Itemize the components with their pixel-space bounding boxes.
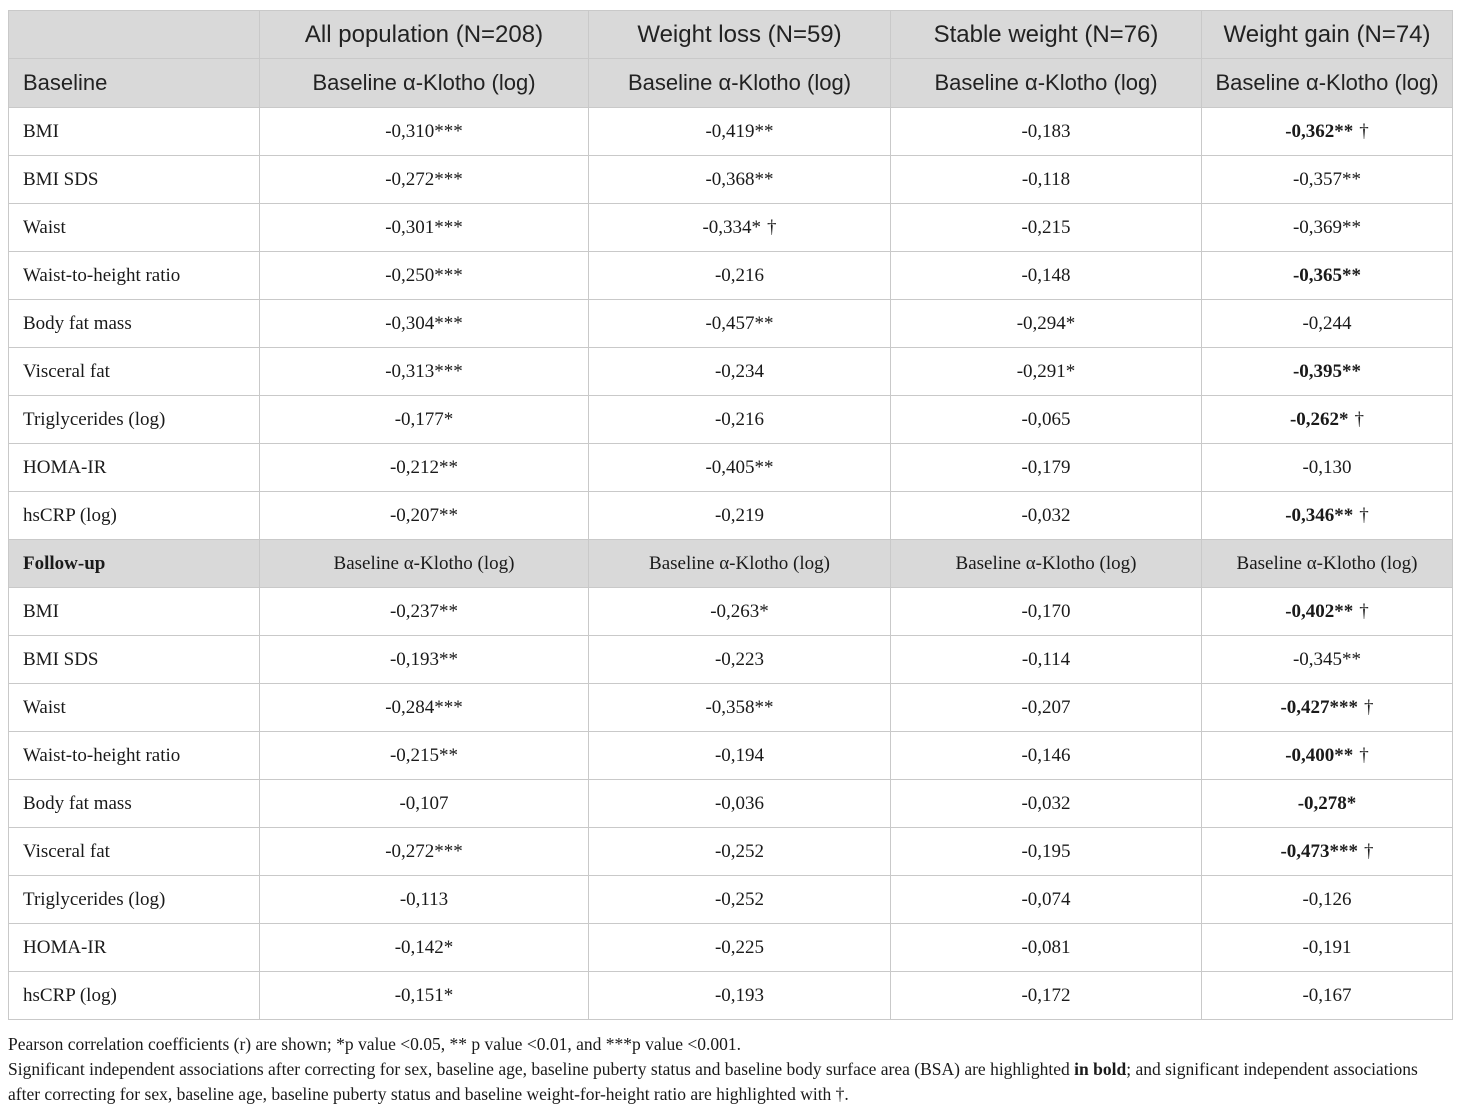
table-cell xyxy=(260,252,589,300)
table-cell xyxy=(1202,684,1453,732)
table-cell xyxy=(1202,108,1453,156)
table-cell xyxy=(1202,396,1453,444)
table-cell xyxy=(589,876,891,924)
cell-value: -0,074 xyxy=(1021,888,1071,910)
table-cell xyxy=(891,252,1202,300)
table-cell xyxy=(589,972,891,1020)
table-cell xyxy=(891,396,1202,444)
table-cell xyxy=(1202,588,1453,636)
table-row xyxy=(9,396,1453,444)
table-cell xyxy=(589,396,891,444)
table-cell xyxy=(1202,636,1453,684)
row-label: hsCRP (log) xyxy=(9,972,260,1020)
table-cell xyxy=(1202,444,1453,492)
dagger-mark: † xyxy=(1359,744,1369,766)
header-blank-cell xyxy=(9,11,260,59)
cell-value: -0,234 xyxy=(714,360,765,382)
table-cell xyxy=(589,780,891,828)
table-row xyxy=(9,972,1453,1020)
cell-value: -0,402** xyxy=(1285,600,1354,622)
table-cell xyxy=(589,828,891,876)
table-cell xyxy=(891,108,1202,156)
table-cell xyxy=(260,204,589,252)
cell-value: -0,142* xyxy=(394,936,454,958)
table-cell xyxy=(260,780,589,828)
row-label: BMI xyxy=(9,108,260,156)
table-row xyxy=(9,924,1453,972)
cell-value: -0,172 xyxy=(1021,984,1071,1006)
row-label: Body fat mass xyxy=(9,300,260,348)
table-cell xyxy=(891,204,1202,252)
row-label: Triglycerides (log) xyxy=(9,876,260,924)
table-cell xyxy=(891,924,1202,972)
table-cell xyxy=(891,444,1202,492)
cell-value: -0,473*** xyxy=(1280,840,1359,862)
footnote-pearson: Pearson correlation coefficients (r) are shown; *p value <0.05, ** p value <0.01, and ***p value <0.001. xyxy=(8,1034,741,1054)
table-cell xyxy=(891,492,1202,540)
cell-value: -0,427*** xyxy=(1280,696,1359,718)
table-row xyxy=(9,108,1453,156)
cell-value: -0,065 xyxy=(1021,408,1071,430)
section-header-row xyxy=(9,59,1453,108)
cell-value: -0,457** xyxy=(705,312,774,334)
header-stable-weight: Stable weight (N=76) xyxy=(891,11,1202,59)
table-row xyxy=(9,828,1453,876)
cell-value: -0,346** xyxy=(1285,504,1354,526)
cell-value: -0,215** xyxy=(389,744,459,766)
cell-value: -0,358** xyxy=(705,696,774,718)
table-cell xyxy=(891,636,1202,684)
cell-value: -0,216 xyxy=(714,264,765,286)
table-cell xyxy=(260,444,589,492)
table-cell xyxy=(1202,156,1453,204)
table-row xyxy=(9,636,1453,684)
table-cell xyxy=(589,108,891,156)
table-cell xyxy=(891,876,1202,924)
table-cell xyxy=(1202,732,1453,780)
cell-value: -0,193** xyxy=(389,648,459,670)
cell-value: -0,207 xyxy=(1021,696,1071,718)
cell-value: -0,405** xyxy=(705,456,774,478)
table-row xyxy=(9,444,1453,492)
row-label: Triglycerides (log) xyxy=(9,396,260,444)
table-cell xyxy=(891,972,1202,1020)
row-label: Waist xyxy=(9,204,260,252)
dagger-mark: † xyxy=(1359,600,1369,622)
cell-value: -0,345** xyxy=(1292,648,1362,670)
cell-value: -0,212** xyxy=(389,456,459,478)
table-cell xyxy=(891,732,1202,780)
table-cell xyxy=(589,492,891,540)
cell-value: -0,215 xyxy=(1021,216,1071,238)
header-weight-loss: Weight loss (N=59) xyxy=(589,11,891,59)
cell-value: -0,032 xyxy=(1021,504,1071,526)
row-label: hsCRP (log) xyxy=(9,492,260,540)
cell-value: -0,183 xyxy=(1021,120,1071,142)
table-cell xyxy=(260,300,589,348)
cell-value: -0,195 xyxy=(1021,840,1071,862)
table-cell xyxy=(260,156,589,204)
table-cell xyxy=(891,684,1202,732)
cell-value: -0,262* xyxy=(1289,408,1349,430)
cell-value: -0,219 xyxy=(714,504,765,526)
row-label: BMI SDS xyxy=(9,156,260,204)
cell-value: -0,310*** xyxy=(385,120,463,142)
section-subheader: Baseline α-Klotho (log) xyxy=(1202,540,1453,588)
cell-value: -0,357** xyxy=(1292,168,1362,190)
table-row xyxy=(9,684,1453,732)
cell-value: -0,395** xyxy=(1292,360,1362,382)
dagger-mark: † xyxy=(767,216,777,238)
section-header-row xyxy=(9,540,1453,588)
row-label: HOMA-IR xyxy=(9,924,260,972)
column-header-row xyxy=(9,11,1453,59)
section-subheader: Baseline α-Klotho (log) xyxy=(260,59,589,108)
cell-value: -0,263* xyxy=(710,600,769,622)
header-weight-gain: Weight gain (N=74) xyxy=(1202,11,1453,59)
section-subheader: Baseline α-Klotho (log) xyxy=(589,59,891,108)
table-cell xyxy=(1202,924,1453,972)
table-cell xyxy=(260,348,589,396)
cell-value: -0,191 xyxy=(1302,936,1352,958)
row-label: Waist-to-height ratio xyxy=(9,252,260,300)
row-label: BMI xyxy=(9,588,260,636)
cell-value: -0,194 xyxy=(714,744,765,766)
cell-value: -0,419** xyxy=(705,120,774,142)
row-label: Visceral fat xyxy=(9,348,260,396)
cell-value: -0,130 xyxy=(1302,456,1352,478)
table-container xyxy=(8,10,1452,1020)
cell-value: -0,170 xyxy=(1021,600,1071,622)
table-row xyxy=(9,156,1453,204)
section-label: Follow-up xyxy=(9,540,260,588)
dagger-mark: † xyxy=(1359,120,1369,142)
cell-value: -0,225 xyxy=(714,936,765,958)
cell-value: -0,272*** xyxy=(385,840,463,862)
table-row xyxy=(9,300,1453,348)
table-row xyxy=(9,492,1453,540)
table-cell xyxy=(260,588,589,636)
cell-value: -0,126 xyxy=(1302,888,1352,910)
cell-value: -0,032 xyxy=(1021,792,1071,814)
table-cell xyxy=(1202,300,1453,348)
table-row xyxy=(9,876,1453,924)
table-cell xyxy=(260,732,589,780)
dagger-mark: † xyxy=(1364,840,1374,862)
table-cell xyxy=(260,876,589,924)
cell-value: -0,313*** xyxy=(385,360,463,382)
section-subheader: Baseline α-Klotho (log) xyxy=(1202,59,1453,108)
dagger-mark: † xyxy=(1364,696,1374,718)
table-cell xyxy=(1202,780,1453,828)
cell-value: -0,362** xyxy=(1285,120,1354,142)
table-cell xyxy=(589,204,891,252)
table-cell xyxy=(260,636,589,684)
table-cell xyxy=(589,444,891,492)
table-cell xyxy=(1202,348,1453,396)
cell-value: -0,252 xyxy=(714,888,765,910)
footnote-bold-text: in bold xyxy=(1074,1059,1127,1079)
cell-value: -0,216 xyxy=(714,408,765,430)
footnote-significance xyxy=(8,1057,1452,1107)
cell-value: -0,107 xyxy=(399,792,449,814)
table-cell xyxy=(1202,972,1453,1020)
table-body xyxy=(9,59,1453,1020)
dagger-mark: † xyxy=(1359,504,1369,526)
cell-value: -0,113 xyxy=(399,888,449,910)
table-cell xyxy=(1202,876,1453,924)
table-cell xyxy=(1202,492,1453,540)
table-cell xyxy=(260,684,589,732)
section-subheader: Baseline α-Klotho (log) xyxy=(891,59,1202,108)
row-label: Visceral fat xyxy=(9,828,260,876)
cell-value: -0,304*** xyxy=(385,312,463,334)
table-cell xyxy=(260,972,589,1020)
table-cell xyxy=(589,300,891,348)
cell-value: -0,365** xyxy=(1292,264,1362,286)
table-cell xyxy=(589,684,891,732)
cell-value: -0,301*** xyxy=(385,216,463,238)
table-cell xyxy=(1202,252,1453,300)
cell-value: -0,369** xyxy=(1292,216,1362,238)
cell-value: -0,250*** xyxy=(385,264,463,286)
dagger-mark: † xyxy=(1354,408,1365,430)
cell-value: -0,400** xyxy=(1285,744,1354,766)
row-label: HOMA-IR xyxy=(9,444,260,492)
table-cell xyxy=(589,156,891,204)
table-row xyxy=(9,252,1453,300)
section-label: Baseline xyxy=(9,59,260,108)
cell-value: -0,167 xyxy=(1302,984,1352,1006)
table-cell xyxy=(260,492,589,540)
cell-value: -0,244 xyxy=(1302,312,1352,334)
cell-value: -0,036 xyxy=(714,792,765,814)
table-cell xyxy=(589,588,891,636)
correlation-table xyxy=(8,10,1453,1020)
section-subheader: Baseline α-Klotho (log) xyxy=(589,540,891,588)
footnote-text-part1: Significant independent associations after correcting for sex, baseline age, baseline puberty status and baseline body surface area (BSA) are highlighted xyxy=(8,1059,1075,1079)
cell-value: -0,237** xyxy=(389,600,459,622)
table-cell xyxy=(260,396,589,444)
row-label: Body fat mass xyxy=(9,780,260,828)
table-cell xyxy=(891,156,1202,204)
cell-value: -0,114 xyxy=(1021,648,1071,670)
cell-value: -0,118 xyxy=(1021,168,1071,190)
cell-value: -0,278* xyxy=(1297,792,1357,814)
table-cell xyxy=(260,828,589,876)
cell-value: -0,146 xyxy=(1021,744,1071,766)
cell-value: -0,177* xyxy=(394,408,454,430)
header-all-population: All population (N=208) xyxy=(260,11,589,59)
table-cell xyxy=(891,780,1202,828)
table-cell xyxy=(589,732,891,780)
cell-value: -0,291* xyxy=(1016,360,1076,382)
table-cell xyxy=(260,108,589,156)
section-subheader: Baseline α-Klotho (log) xyxy=(891,540,1202,588)
table-cell xyxy=(891,300,1202,348)
cell-value: -0,334* xyxy=(702,216,762,238)
section-subheader: Baseline α-Klotho (log) xyxy=(260,540,589,588)
cell-value: -0,179 xyxy=(1021,456,1071,478)
cell-value: -0,207** xyxy=(389,504,459,526)
row-label: BMI SDS xyxy=(9,636,260,684)
footnote-text-part2: ; and significant independent associations after correcting for sex, baseline age, baseline puberty status and baseline weight-for-height ratio are highlighted with †. xyxy=(8,1059,1418,1104)
cell-value: -0,148 xyxy=(1021,264,1071,286)
row-label: Waist xyxy=(9,684,260,732)
cell-value: -0,252 xyxy=(714,840,765,862)
table-row xyxy=(9,780,1453,828)
cell-value: -0,368** xyxy=(705,168,774,190)
table-cell xyxy=(1202,828,1453,876)
table-cell xyxy=(589,924,891,972)
table-cell xyxy=(1202,204,1453,252)
table-cell xyxy=(589,636,891,684)
table-row xyxy=(9,348,1453,396)
cell-value: -0,193 xyxy=(714,984,765,1006)
table-row xyxy=(9,732,1453,780)
cell-value: -0,151* xyxy=(394,984,454,1006)
cell-value: -0,294* xyxy=(1016,312,1076,334)
cell-value: -0,284*** xyxy=(385,696,463,718)
table-footnotes xyxy=(8,1032,1452,1107)
table-cell xyxy=(891,588,1202,636)
cell-value: -0,272*** xyxy=(385,168,463,190)
row-label: Waist-to-height ratio xyxy=(9,732,260,780)
table-cell xyxy=(260,924,589,972)
table-cell xyxy=(891,828,1202,876)
table-row xyxy=(9,588,1453,636)
cell-value: -0,223 xyxy=(714,648,765,670)
table-row xyxy=(9,204,1453,252)
table-cell xyxy=(589,348,891,396)
table-cell xyxy=(891,348,1202,396)
table-cell xyxy=(589,252,891,300)
cell-value: -0,081 xyxy=(1021,936,1071,958)
